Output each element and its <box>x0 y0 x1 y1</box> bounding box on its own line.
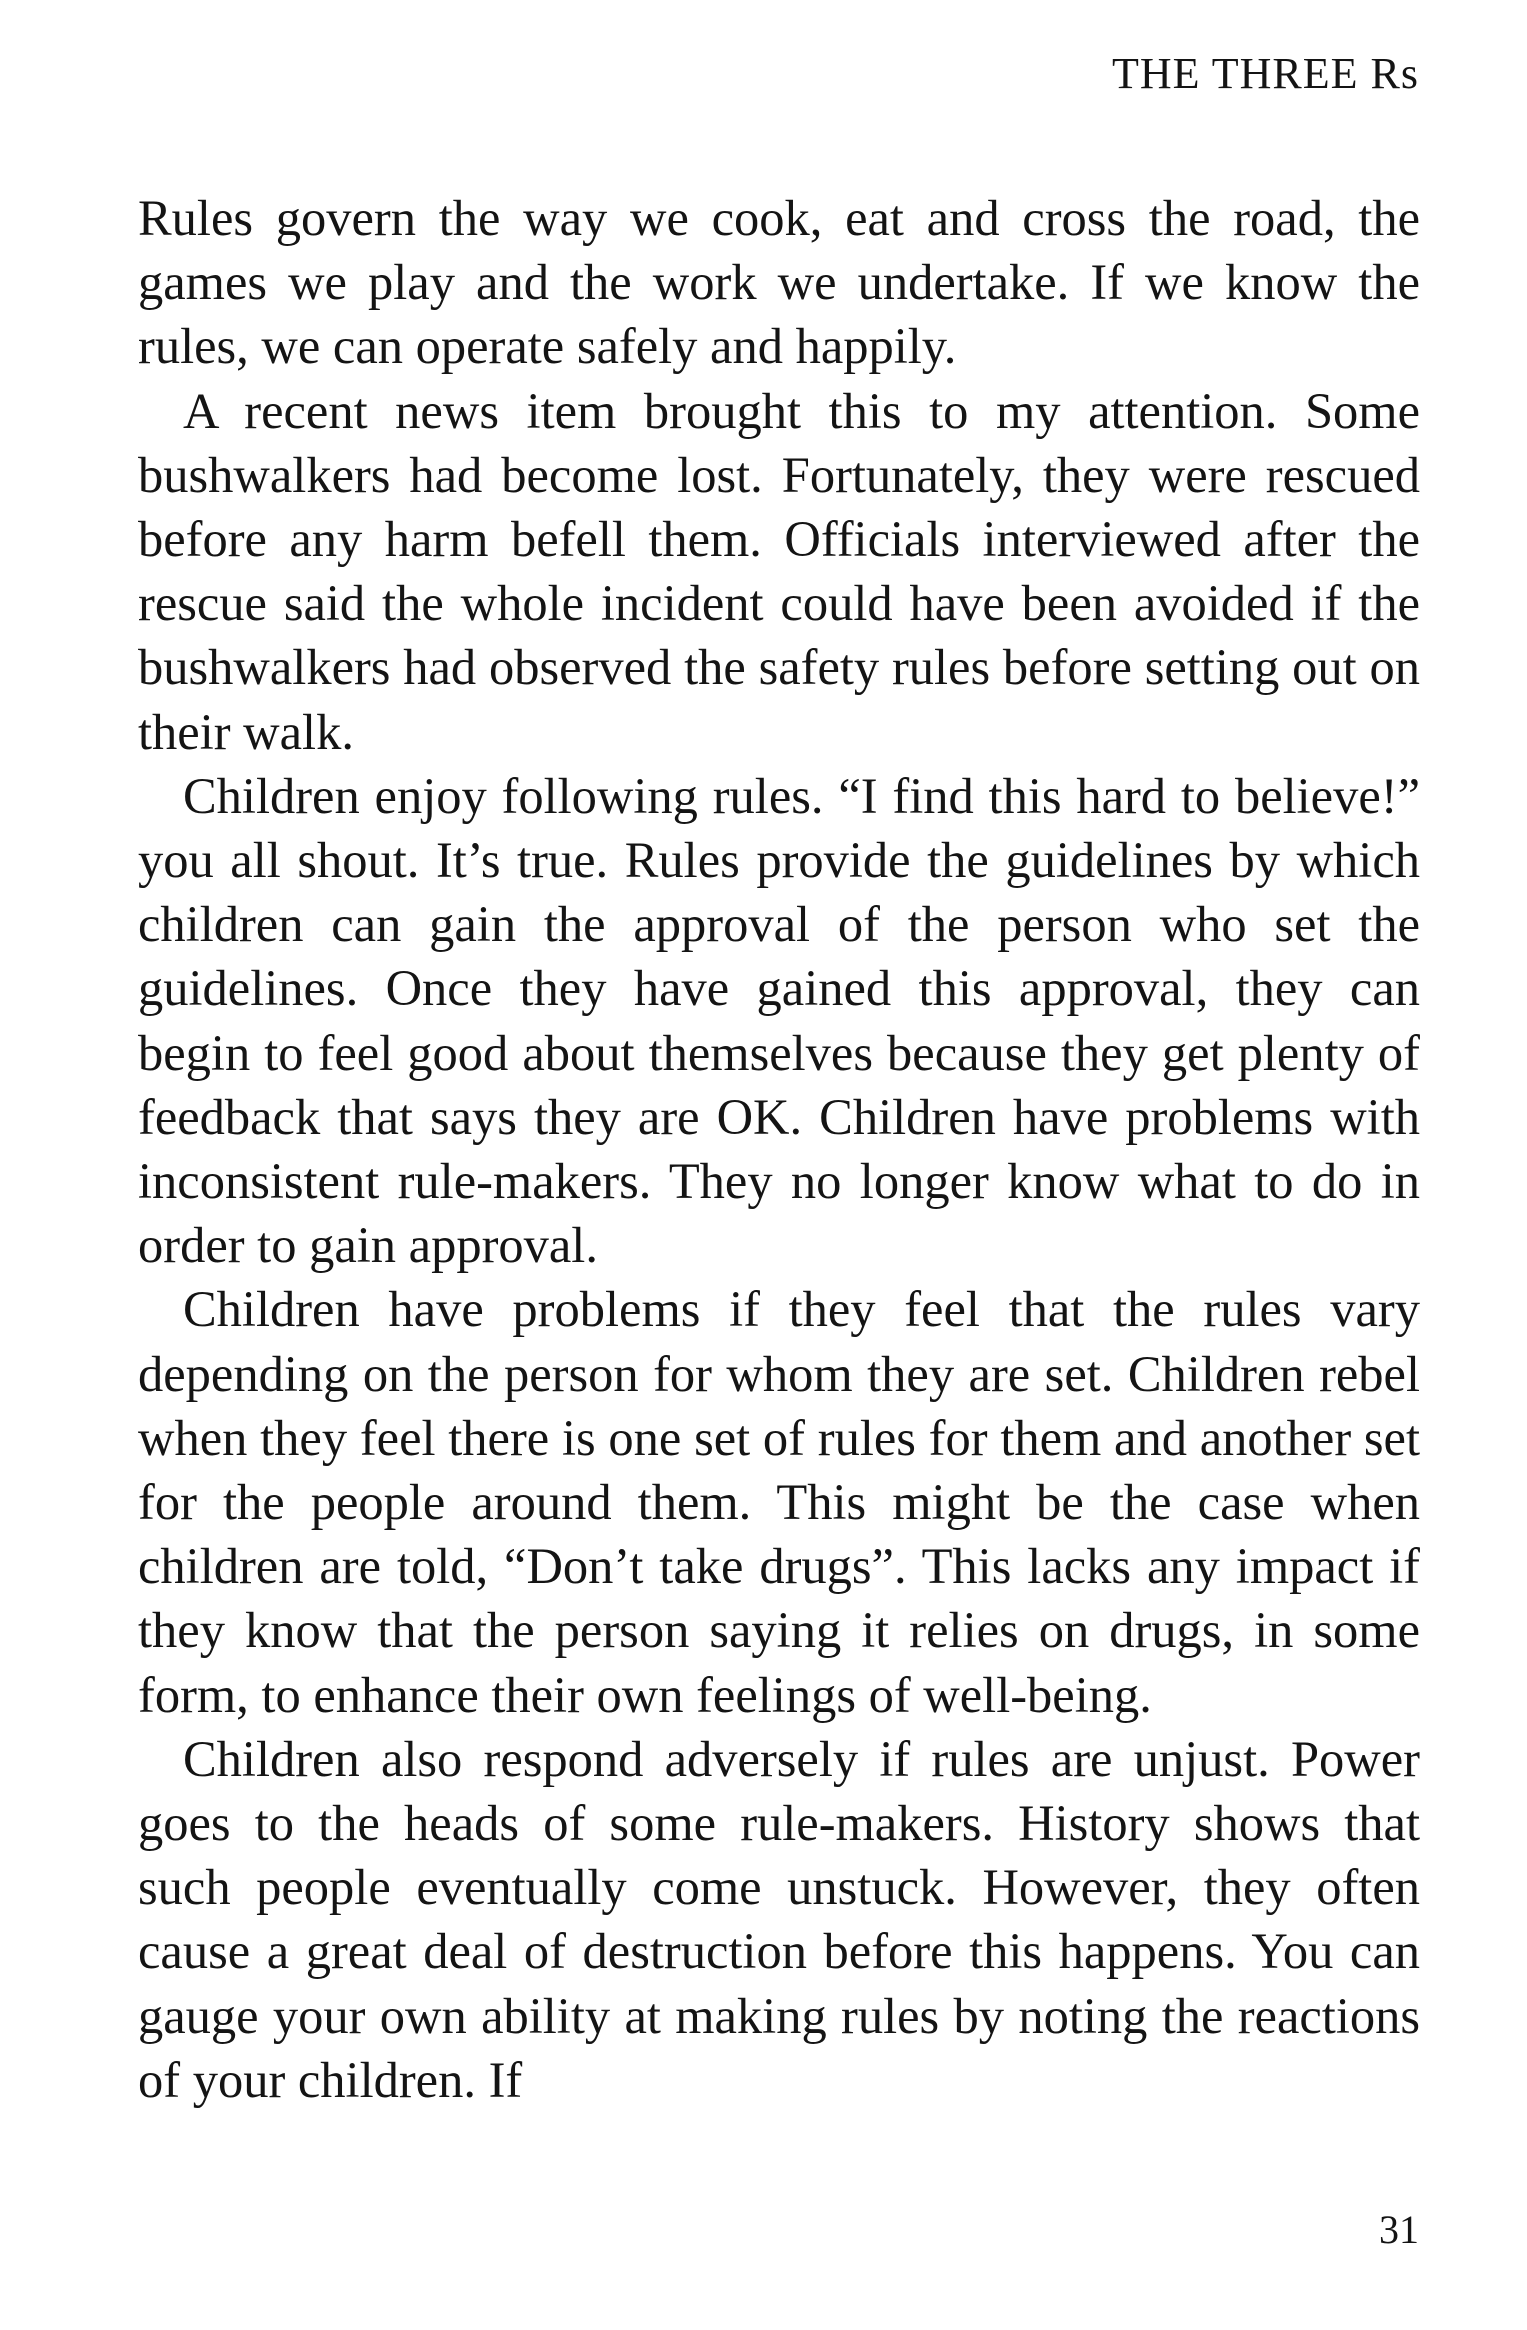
paragraph: Rules govern the way we cook, eat and cross the road, the games we play and the work we undertake. If we know the rules, we can operate safely and happily. <box>138 190 1420 375</box>
paragraph: Children have problems if they feel that the rules vary depending on the person for whom they are set. Children rebel when they feel there is one set of rules for them and another set for the people around them. This might be the case when children are told, “Don’t take drugs”. This lacks any impact if they know that the person saying it relies on drugs, in some form, to enhance their own feelings of well-being. <box>138 1281 1420 1723</box>
paragraph: Children also respond adversely if rules are unjust. Power goes to the heads of some rule-makers. History shows that such people eventually come unstuck. However, they often cause a great deal of destruction before this happens. You can gauge your own ability at making rules by noting the reactions of your children. If <box>138 1730 1420 2108</box>
page-number: 31 <box>1379 2207 1419 2252</box>
paragraph: Children enjoy following rules. “I find this hard to believe!” you all shout. It’s true. Rules provide the guidelines by which children can gain the approval of the person who set the guidelines. Once they have gained this approval, they can begin to feel good about themselves because they get plenty of feedback that says they are OK. Children have problems with inconsistent rule-makers. They no longer know what to do in order to gain approval. <box>138 767 1420 1274</box>
running-head: THE THREE Rs <box>1112 49 1419 98</box>
body-text <box>138 186 1420 2112</box>
paragraph: A recent news item brought this to my attention. Some bushwalkers had become lost. Fortunately, they were rescued before any harm befell them. Officials interviewed after the rescue said the whole incident could have been avoided if the bushwalkers had observed the safety rules before setting out on their walk. <box>138 382 1420 760</box>
